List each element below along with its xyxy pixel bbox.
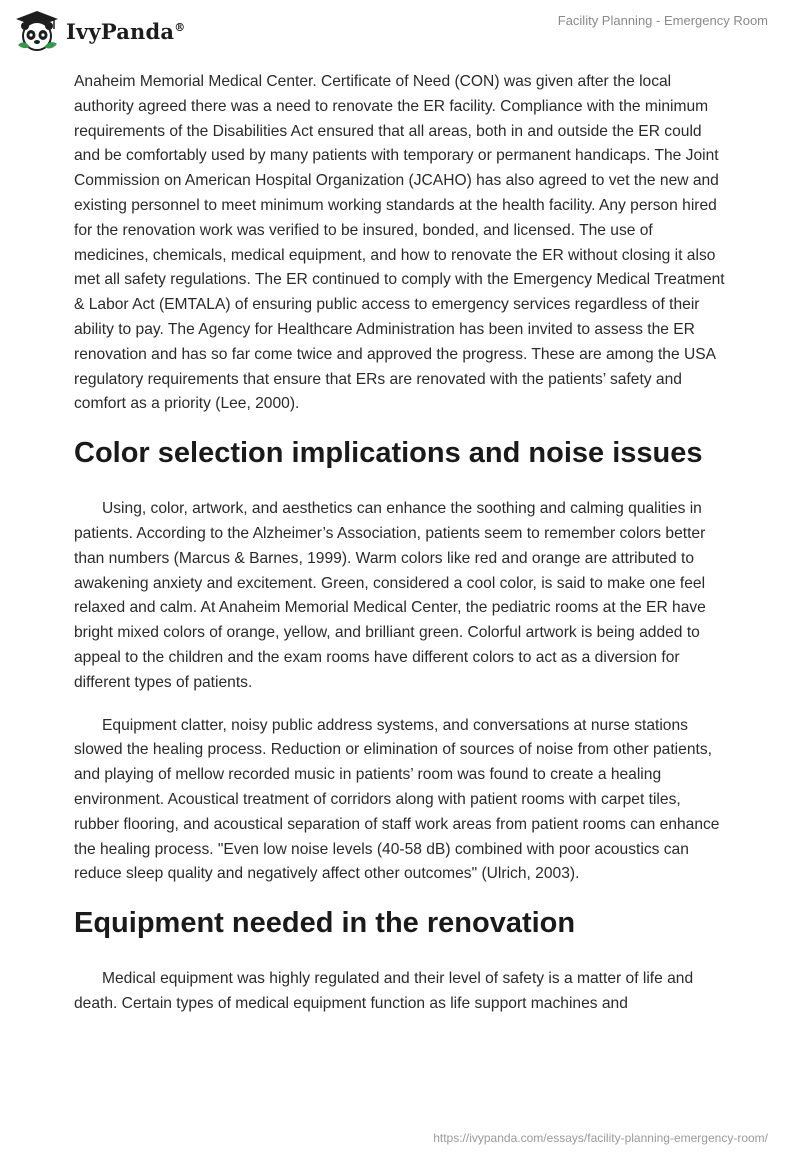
paragraph-noise: Equipment clatter, noisy public address systems, and conversations at nurse stations slowed the healing process. Reduction or elimination of sources of noise from other patients, and playing of mellow recorded music in patients’ room was found to create a healing environment. Acoustical treatment of corridors along with patient rooms with carpet tiles, rubber flooring, and acoustical separation of staff work areas from patient rooms can enhance the healing process. "Even low noise levels (40-58 dB) combined with poor acoustics can reduce sleep quality and negatively affect other outcomes" (Ulrich, 2003). xyxy=(74,716,720,883)
brand-name: IvyPanda® xyxy=(66,18,186,44)
page-header xyxy=(0,0,800,60)
ivypanda-logo[interactable] xyxy=(14,9,185,53)
source-url[interactable]: https://ivypanda.com/essays/facility-planning-emergency-room/ xyxy=(433,1131,768,1145)
heading-equipment: Equipment needed in the renovation xyxy=(74,907,576,940)
paragraph-color: Using, color, artwork, and aesthetics can enhance the soothing and calming qualities in patients. According to the Alzheimer’s Association, patients seem to remember colors better than numbers (Marcus & Barnes, 1999). Warm colors like red and orange are attributed to awakening anxiety and excitement. Green, considered a cool color, is said to make one feel relaxed and calm. At Anaheim Memorial Medical Center, the pediatric rooms at the ER have bright mixed colors of orange, yellow, and brilliant green. Colorful artwork is being added to appeal to the children and the exam rooms have different colors to act as a diversion for different types of patients. xyxy=(74,500,706,691)
article-body xyxy=(74,70,726,1035)
paragraph-equipment: Medical equipment was highly regulated and their level of safety is a matter of life and death. Certain types of medical equipment function as life support machines and xyxy=(74,970,694,1012)
panda-graduate-icon xyxy=(14,9,60,53)
document-title: Facility Planning - Emergency Room xyxy=(557,13,768,28)
paragraph-regulations: Anaheim Memorial Medical Center. Certificate of Need (CON) was given after the local authority agreed there was a need to renovate the ER facility. Compliance with the minimum requirements of the Disabilities Act ensured that all areas, both in and outside the ER could and be comfortably used by many patients with temporary or permanent handicaps. The Joint Commission on American Hospital Organization (JCAHO) has also agreed to vet the new and existing personnel to meet minimum working standards at the health facility. Any person hired for the renovation work was verified to be insured, bonded, and licensed. The use of medicines, chemicals, medical equipment, and how to renovate the ER without closing it also met all safety regulations. The ER continued to comply with the Emergency Medical Treatment & Labor Act (EMTALA) of ensuring public access to emergency services regardless of their ability to pay. The Agency for Healthcare Administration has been invited to assess the ER renovation and has so far come twice and approved the progress. These are among the USA regulatory requirements that ensure that ERs are renovated with the patients’ safety and comfort as a priority (Lee, 2000). xyxy=(74,73,725,413)
heading-color-selection: Color selection implications and noise issues xyxy=(74,437,703,470)
